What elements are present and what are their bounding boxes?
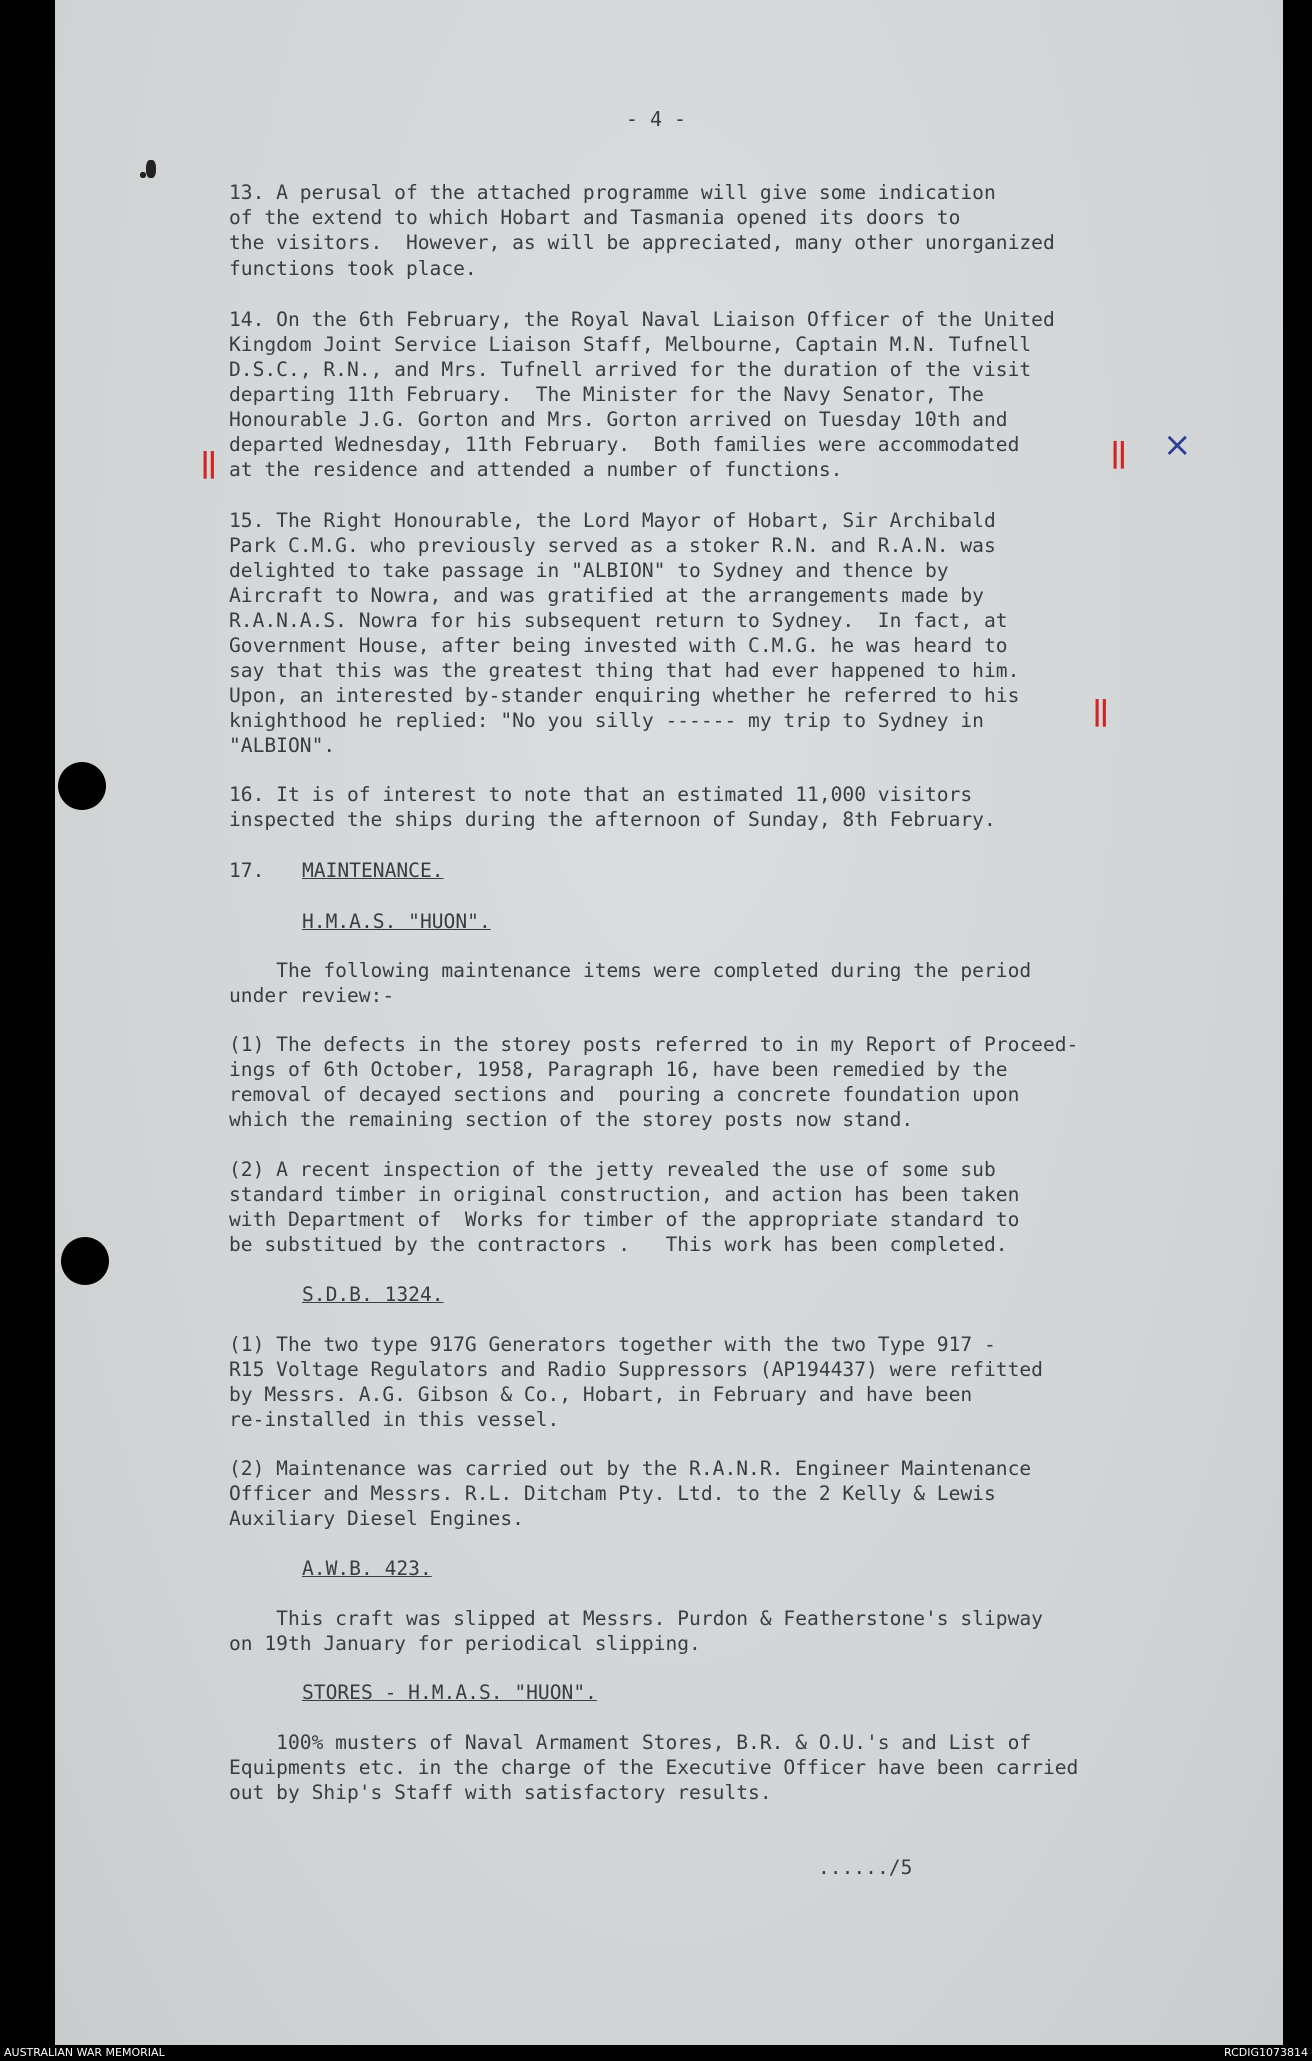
para-14-line: departed Wednesday, 11th February. Both families were accommodated: [229, 433, 1020, 456]
para-14-line: 14. On the 6th February, the Royal Naval Liaison Officer of the United: [229, 308, 1055, 331]
para-14-line: departing 11th February. The Minister for the Navy Senator, The: [229, 383, 984, 406]
sdb-item-2-line: (2) Maintenance was carried out by the R.A.N.R. Engineer Maintenance: [229, 1457, 1032, 1480]
sdb-item-1-line: re-installed in this vessel.: [229, 1408, 560, 1431]
ink-blot: [146, 160, 156, 178]
continuation-marker: ....../5: [818, 1856, 913, 1879]
red-margin-mark-left: ||: [200, 446, 215, 479]
para-15-line: delighted to take passage in "ALBION" to Sydney and thence by: [229, 559, 949, 582]
huon-item-2-line: with Department of Works for timber of the appropriate standard to: [229, 1208, 1020, 1231]
para-15-line: say that this was the greatest thing that had ever happened to him.: [229, 659, 1020, 682]
sdb-item-1-line: R15 Voltage Regulators and Radio Suppressors (AP194437) were refitted: [229, 1358, 1043, 1381]
subheading-sdb: S.D.B. 1324.: [302, 1283, 444, 1306]
para-15-line: Upon, an interested by-stander enquiring whether he referred to his: [229, 684, 1020, 707]
section-17-number: 17.: [229, 859, 265, 882]
para-13-line: functions took place.: [229, 257, 477, 280]
huon-item-2-line: be substitued by the contractors . This work has been completed.: [229, 1233, 1008, 1256]
blue-cross-mark: ×: [1163, 425, 1192, 465]
para-14-line: Kingdom Joint Service Liaison Staff, Melbourne, Captain M.N. Tufnell: [229, 333, 1032, 356]
huon-item-1-line: ings of 6th October, 1958, Paragraph 16, have been remedied by the: [229, 1058, 1008, 1081]
huon-item-1-line: which the remaining section of the storey posts now stand.: [229, 1108, 914, 1131]
subheading-huon: H.M.A.S. "HUON".: [302, 910, 491, 933]
para-14-line: at the residence and attended a number of functions.: [229, 458, 843, 481]
section-17-title: MAINTENANCE.: [302, 859, 444, 882]
para-13-line: the visitors. However, as will be appreciated, many other unorganized: [229, 231, 1055, 254]
huon-item-1-line: removal of decayed sections and pouring a concrete foundation upon: [229, 1083, 1020, 1106]
para-14-line: D.S.C., R.N., and Mrs. Tufnell arrived for the duration of the visit: [229, 358, 1032, 381]
sdb-item-1-line: by Messrs. A.G. Gibson & Co., Hobart, in February and have been: [229, 1383, 973, 1406]
intro-line: under review:-: [229, 984, 395, 1007]
para-15-line: knighthood he replied: "No you silly ------ my trip to Sydney in: [229, 709, 984, 732]
para-15-line: Aircraft to Nowra, and was gratified at the arrangements made by: [229, 584, 984, 607]
para-16-line: 16. It is of interest to note that an estimated 11,000 visitors: [229, 783, 973, 806]
footer-institution: AUSTRALIAN WAR MEMORIAL: [4, 2046, 165, 2059]
stores-line: out by Ship's Staff with satisfactory results.: [229, 1781, 772, 1804]
para-16-line: inspected the ships during the afternoon of Sunday, 8th February.: [229, 808, 996, 831]
para-15-line: Government House, after being invested with C.M.G. he was heard to: [229, 634, 1008, 657]
para-13-line: 13. A perusal of the attached programme will give some indication: [229, 181, 996, 204]
intro-line: The following maintenance items were completed during the period: [229, 959, 1032, 982]
awb-line: This craft was slipped at Messrs. Purdon & Featherstone's slipway: [229, 1607, 1043, 1630]
huon-item-2-line: (2) A recent inspection of the jetty revealed the use of some sub: [229, 1158, 996, 1181]
huon-item-2-line: standard timber in original construction, and action has been taken: [229, 1183, 1020, 1206]
punch-hole-top: [58, 762, 106, 810]
sdb-item-2-line: Officer and Messrs. R.L. Ditcham Pty. Ltd. to the 2 Kelly & Lewis: [229, 1482, 996, 1505]
page-number: - 4 -: [625, 107, 687, 131]
stores-line: 100% musters of Naval Armament Stores, B.R. & O.U.'s and List of: [229, 1731, 1032, 1754]
para-14-line: Honourable J.G. Gorton and Mrs. Gorton arrived on Tuesday 10th and: [229, 408, 1008, 431]
sdb-item-1-line: (1) The two type 917G Generators together with the two Type 917 -: [229, 1333, 996, 1356]
ink-blot: [140, 172, 146, 178]
para-15-line: "ALBION".: [229, 734, 336, 757]
para-13-line: of the extend to which Hobart and Tasmania opened its doors to: [229, 206, 961, 229]
huon-item-1-line: (1) The defects in the storey posts referred to in my Report of Proceed-: [229, 1033, 1079, 1056]
para-15-line: R.A.N.A.S. Nowra for his subsequent return to Sydney. In fact, at: [229, 609, 1008, 632]
subheading-stores: STORES - H.M.A.S. "HUON".: [302, 1681, 597, 1704]
subheading-awb: A.W.B. 423.: [302, 1557, 432, 1580]
awb-line: on 19th January for periodical slipping.: [229, 1632, 701, 1655]
red-margin-mark-right: ||: [1092, 694, 1107, 727]
para-15-line: Park C.M.G. who previously served as a stoker R.N. and R.A.N. was: [229, 534, 996, 557]
footer-record-id: RCDIG1073814: [1223, 2046, 1308, 2059]
red-margin-mark-right: ||: [1110, 436, 1125, 469]
sdb-item-2-line: Auxiliary Diesel Engines.: [229, 1507, 524, 1530]
para-15-line: 15. The Right Honourable, the Lord Mayor of Hobart, Sir Archibald: [229, 509, 996, 532]
stores-line: Equipments etc. in the charge of the Executive Officer have been carried: [229, 1756, 1079, 1779]
archive-footer: [0, 2045, 1312, 2061]
punch-hole-bottom: [61, 1237, 109, 1285]
